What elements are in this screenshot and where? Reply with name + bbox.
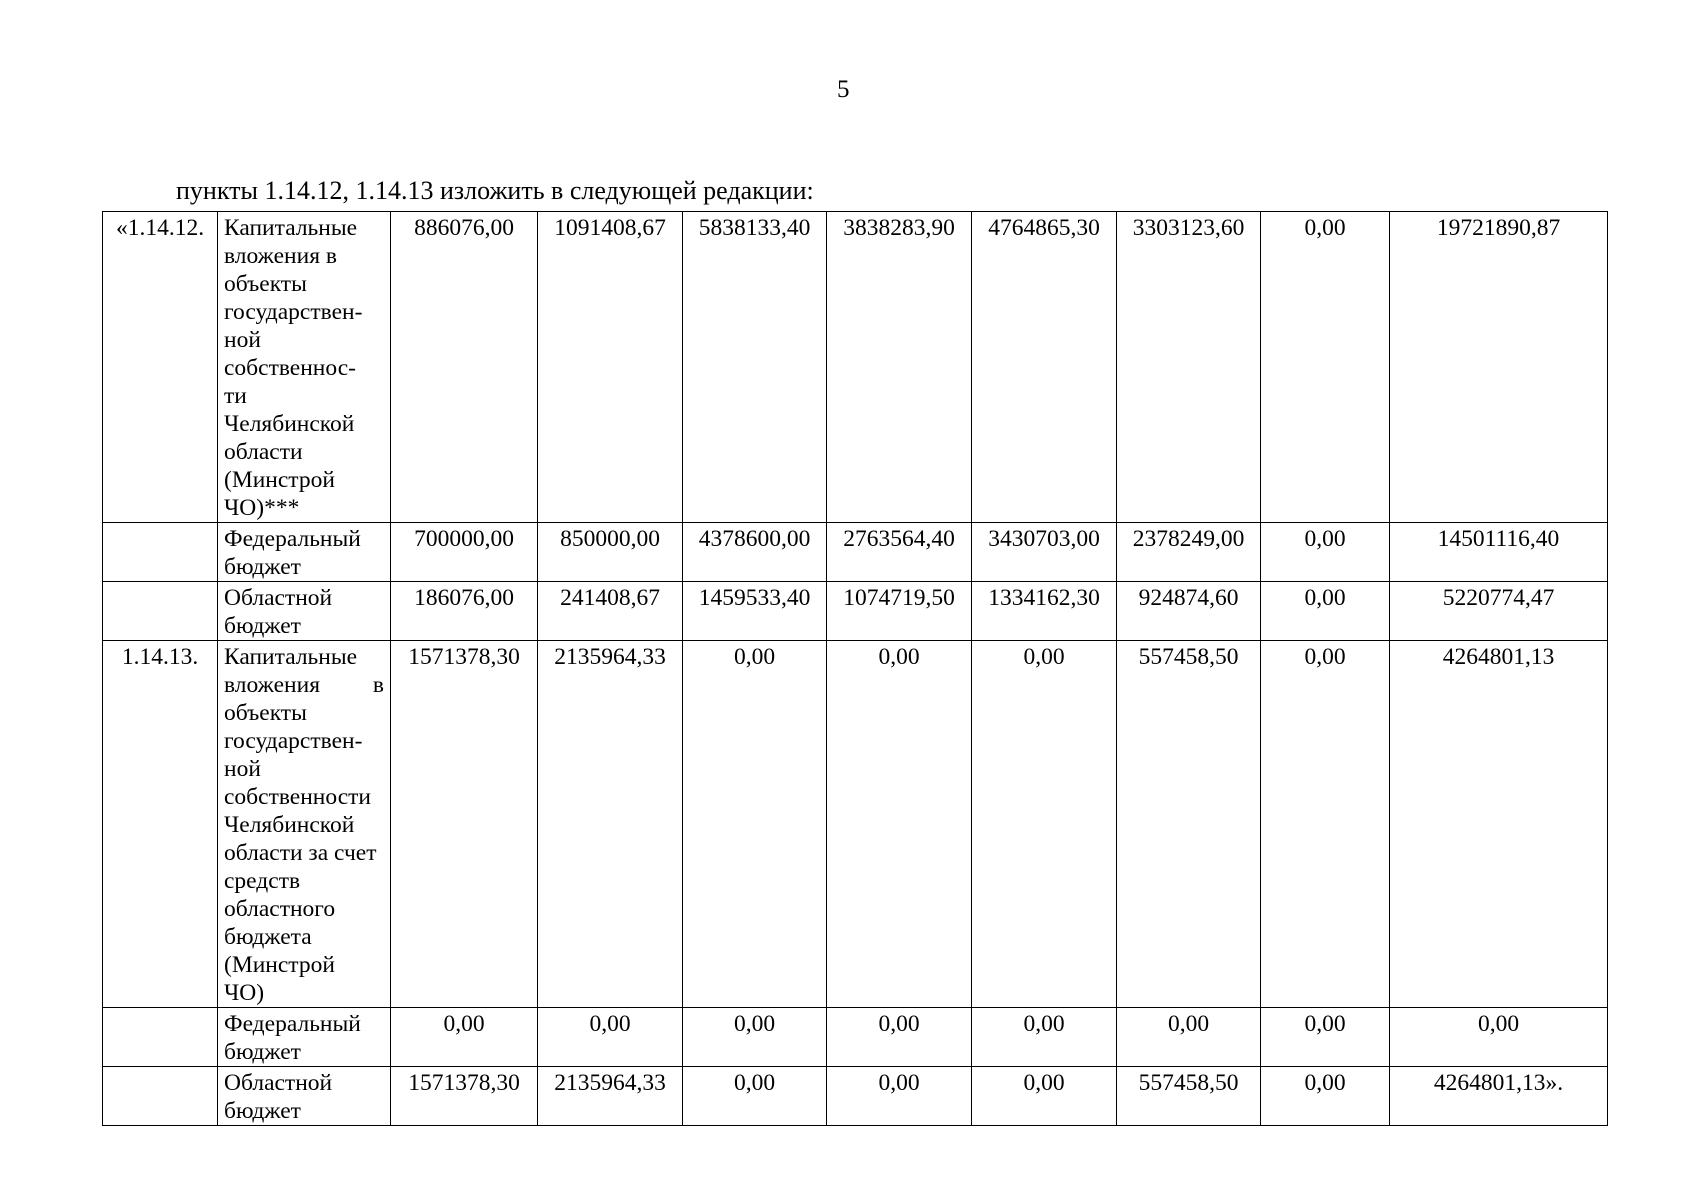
item-code [103, 1008, 218, 1067]
item-code [103, 523, 218, 582]
name-line: государствен- [224, 299, 363, 325]
value-cell: 557458,50 [1117, 1067, 1261, 1126]
name-line: вложения в [224, 243, 337, 269]
value-cell: 0,00 [972, 1008, 1117, 1067]
name-line: ЧО) [224, 980, 265, 1006]
name-line: объекты [224, 700, 307, 726]
name-line: ной [224, 756, 261, 782]
value-cell: 1074719,50 [827, 582, 972, 641]
item-code: «1.14.12. [103, 212, 218, 523]
budget-source-row [103, 1067, 1608, 1126]
name-line: Капитальные [224, 215, 358, 241]
name-line: вложения в [224, 672, 384, 698]
name-line: области за счет [224, 840, 377, 866]
item-row [103, 641, 1608, 1008]
budget-source-row [103, 582, 1608, 641]
value-cell: 4264801,13 [1390, 641, 1608, 1008]
value-cell: 0,00 [1117, 1008, 1261, 1067]
name-line: (Минстрой [224, 952, 335, 978]
item-row [103, 212, 1608, 523]
value-cell: 0,00 [538, 1008, 683, 1067]
value-cell: 1571378,30 [391, 1067, 538, 1126]
value-cell: 4264801,13». [1390, 1067, 1608, 1126]
value-cell: 700000,00 [391, 523, 538, 582]
value-cell: 2378249,00 [1117, 523, 1261, 582]
value-cell: 1571378,30 [391, 641, 538, 1008]
value-cell: 4378600,00 [683, 523, 827, 582]
item-code: 1.14.13. [103, 641, 218, 1008]
value-cell: 0,00 [1261, 582, 1390, 641]
name-line: средств [224, 868, 301, 894]
intro-text: пункты 1.14.12, 1.14.13 изложить в следующей редакции: [176, 176, 814, 205]
name-line: ЧО)*** [224, 495, 300, 521]
value-cell: 2135964,33 [538, 1067, 683, 1126]
value-cell: 0,00 [1261, 523, 1390, 582]
budget-table [102, 211, 1608, 1126]
name-line: Областной [224, 585, 333, 611]
value-cell: 0,00 [683, 641, 827, 1008]
value-cell: 850000,00 [538, 523, 683, 582]
value-cell: 3303123,60 [1117, 212, 1261, 523]
value-cell: 2763564,40 [827, 523, 972, 582]
item-name [218, 1008, 391, 1067]
name-line: области [224, 439, 303, 465]
budget-source-row [103, 523, 1608, 582]
name-line: собственнос- [224, 355, 356, 381]
value-cell: 0,00 [1261, 641, 1390, 1008]
value-cell: 4764865,30 [972, 212, 1117, 523]
value-cell: 186076,00 [391, 582, 538, 641]
name-line: собственности [224, 784, 371, 810]
value-cell: 0,00 [1261, 212, 1390, 523]
item-name [218, 212, 391, 523]
name-line: областного [224, 896, 336, 922]
item-name [218, 1067, 391, 1126]
value-cell: 5838133,40 [683, 212, 827, 523]
item-name [218, 641, 391, 1008]
name-line: объекты [224, 271, 307, 297]
value-cell: 0,00 [391, 1008, 538, 1067]
name-line: бюджет [224, 613, 301, 639]
name-line: Капитальные [224, 644, 358, 670]
value-cell: 19721890,87 [1390, 212, 1608, 523]
value-cell: 0,00 [827, 641, 972, 1008]
name-line: Челябинской [224, 812, 355, 838]
value-cell: 5220774,47 [1390, 582, 1608, 641]
value-cell: 0,00 [683, 1067, 827, 1126]
name-line: бюджет [224, 554, 301, 580]
budget-source-row [103, 1008, 1608, 1067]
item-name [218, 582, 391, 641]
value-cell: 0,00 [827, 1008, 972, 1067]
name-line: Федеральный [224, 1011, 361, 1037]
value-cell: 0,00 [1261, 1008, 1390, 1067]
value-cell: 0,00 [683, 1008, 827, 1067]
value-cell: 241408,67 [538, 582, 683, 641]
name-line: Челябинской [224, 411, 355, 437]
name-line: ти [224, 383, 247, 409]
value-cell: 1091408,67 [538, 212, 683, 523]
page-number: 5 [837, 76, 850, 103]
value-cell: 557458,50 [1117, 641, 1261, 1008]
value-cell: 0,00 [1390, 1008, 1608, 1067]
value-cell: 0,00 [827, 1067, 972, 1126]
value-cell: 14501116,40 [1390, 523, 1608, 582]
value-cell: 0,00 [972, 1067, 1117, 1126]
item-code [103, 582, 218, 641]
value-cell: 1334162,30 [972, 582, 1117, 641]
value-cell: 0,00 [1261, 1067, 1390, 1126]
value-cell: 3838283,90 [827, 212, 972, 523]
item-code [103, 1067, 218, 1126]
value-cell: 886076,00 [391, 212, 538, 523]
name-line: Федеральный [224, 526, 361, 552]
name-line: бюджет [224, 1039, 301, 1065]
value-cell: 3430703,00 [972, 523, 1117, 582]
name-line: государствен- [224, 728, 363, 754]
name-line: бюджета [224, 924, 312, 950]
value-cell: 924874,60 [1117, 582, 1261, 641]
item-name [218, 523, 391, 582]
value-cell: 1459533,40 [683, 582, 827, 641]
name-line: бюджет [224, 1098, 301, 1124]
value-cell: 0,00 [972, 641, 1117, 1008]
name-line: Областной [224, 1070, 333, 1096]
name-line: (Минстрой [224, 467, 335, 493]
name-line: ной [224, 327, 261, 353]
value-cell: 2135964,33 [538, 641, 683, 1008]
